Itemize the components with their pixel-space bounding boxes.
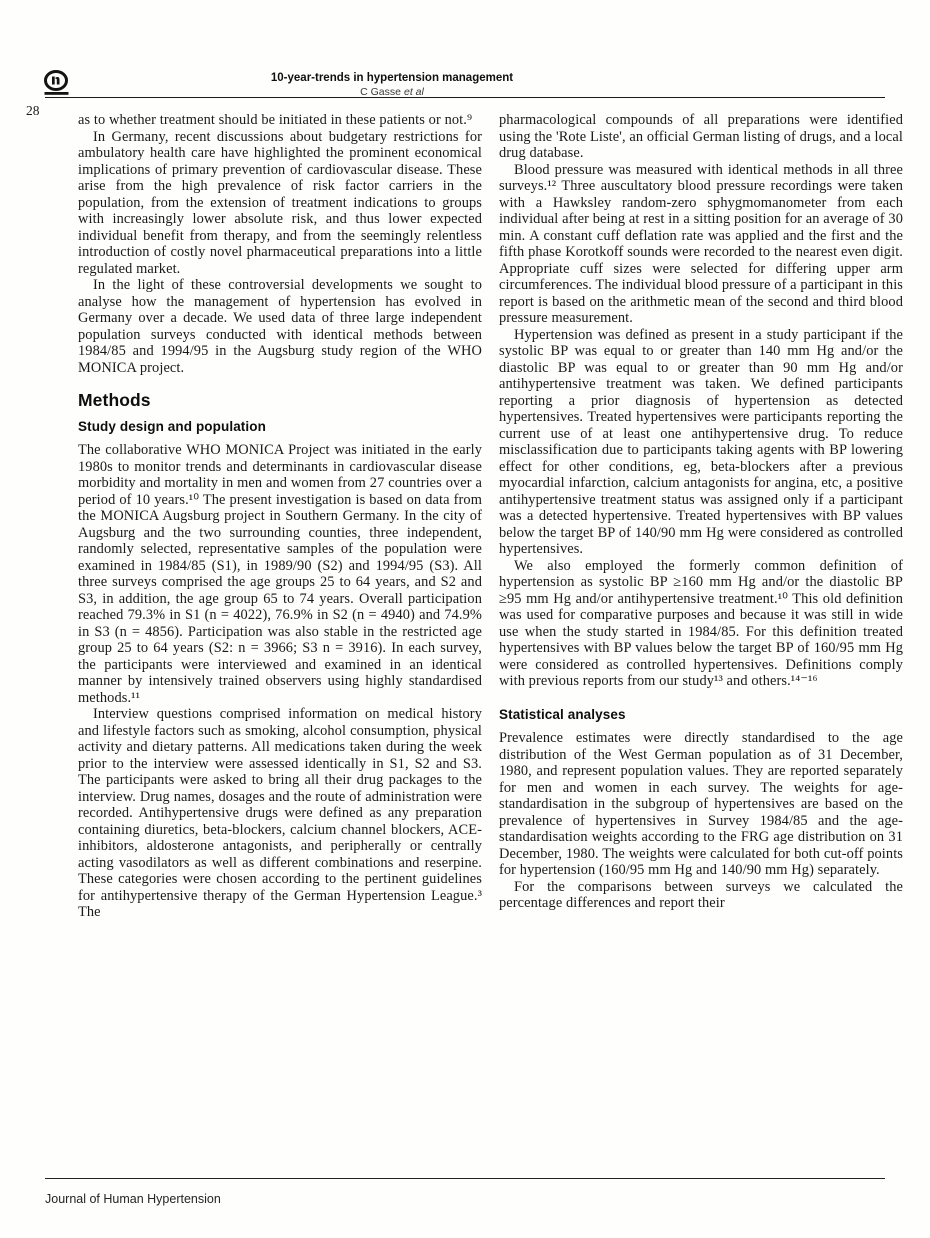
publisher-logo-icon: [43, 70, 70, 96]
journal-name: Journal of Human Hypertension: [45, 1192, 221, 1206]
paragraph: In the light of these controversial developments we sought to analyse how the management of hypertension has evolved in Germany over a decade. We used data of three large independent population surveys conducted with identical methods between 1984/85 and 1994/95 in the Augsburg study region of the WHO MONICA project.: [78, 277, 482, 376]
author-name: C Gasse: [360, 86, 401, 98]
paragraph-continuation: pharmacological compounds of all preparations were identified using the 'Rote Liste', an official German listing of drugs, and a local drug database.: [499, 112, 903, 161]
header-rule: [45, 97, 885, 98]
paragraph: We also employed the formerly common definition of hypertension as systolic BP ≥160 mm Hg and/or the diastolic BP ≥95 mm Hg and/or antihypertensive treatment.¹⁰ This old definition was used for comparative purposes and because it was still in wide use when the study started in 1984/85. For this definition treated hypertensives with BP values below the target BP of 160/95 mm Hg were considered as controlled hypertensives. Definitions comply with previous reports from our study¹³ and others.¹⁴⁻¹⁶: [499, 557, 903, 689]
right-column: [499, 112, 903, 912]
running-title: 10-year-trends in hypertension management: [270, 72, 514, 84]
paragraph: Interview questions comprised information on medical history and lifestyle factors such as smoking, alcohol consumption, physical activity and dietary patterns. All medications taken during the week prior to the interview were assessed identically in S1, S2 and S3. The participants were asked to bring all their drug packages to the interview. Drug names, dosages and the route of administration were recorded. Antihypertensive drugs were defined as any preparation containing diuretics, beta-blockers, calcium channel blockers, ACE-inhibitors, aldosterone antagonists, and peripherally or centrally acting vasodilators as well as different combinations and reserpine. These categories were chosen according to the pertinent guidelines for antihypertensive therapy of the German Hypertension League.³ The: [78, 706, 482, 920]
running-head: [172, 72, 612, 98]
page-number: 28: [26, 103, 40, 118]
section-heading-methods: Methods: [78, 390, 151, 410]
paragraph: Prevalence estimates were directly standardised to the age distribution of the West German population as of 31 December, 1980, and represent population values. They are reported separately for men and women in each survey. The weights for age-standardisation in the subgroup of hypertensives are based on the prevalence of hypertensives in Survey 1984/85 and the age-standardisation weights according to the FRG age distribution on 31 December, 1980. The weights were calculated for both cut-off points for hypertension (160/95 mm Hg and 140/90 mm Hg) separately.: [499, 730, 903, 878]
footer-rule: [45, 1178, 885, 1179]
paragraph: The collaborative WHO MONICA Project was initiated in the early 1980s to monitor trends and determinants in cardiovascular disease morbidity and mortality in men and women from 27 countries over a period of 10 years.¹⁰ The present investigation is based on data from the MONICA Augsburg project in Southern Germany. In the city of Augsburg and the two surrounding counties, three independent, randomly selected, representative samples of the population were examined in 1984/85 (S1), in 1989/90 (S2) and 1994/95 (S3). All three surveys comprised the age groups 25 to 64 years, and S2 and S3, in addition, the age group 65 to 74 years. Overall participation reached 79.3% in S1 (n = 4022), 76.9% in S2 (n = 4940) and 74.9% in S3 (n = 4856). Participation was also stable in the restricted age group 25 to 64 years (S2: n = 3966; S3 n = 3916). In each survey, the participants were interviewed and examined in an identical manner by intensively trained observers using highly standardised methods.¹¹: [78, 442, 482, 706]
paragraph-continuation: as to whether treatment should be initiated in these patients or not.⁹: [78, 112, 473, 128]
paragraph-continues-next-page: For the comparisons between surveys we calculated the percentage differences and report their: [499, 878, 903, 911]
paragraph: In Germany, recent discussions about budgetary restrictions for ambulatory health care have highlighted the prominent economical implications of primary prevention of cardiovascular disease. These arise from the high prevalence of risk factor carriers in the population, from the extension of treatment indications to groups with increasingly lower absolute risk, and thus lower expected individual benefit from therapy, and from the seemingly relentless introduction of costly novel pharmaceutical preparations into a little regulated market.: [78, 128, 482, 277]
authors-etal: et al: [404, 86, 424, 98]
subsection-heading-statistical-analyses: Statistical analyses: [499, 706, 626, 722]
subsection-heading-study-design: Study design and population: [78, 418, 266, 434]
paragraph: Blood pressure was measured with identical methods in all three surveys.¹² Three auscultatory blood pressure recordings were taken with a Hawksley random-zero sphygmomanometer from each individual after being at rest in a sitting position for an average of 30 min. A constant cuff deflation rate was applied and the first and the fifth phase Korotkoff sounds were recorded to the nearest even digit. Appropriate cuff sizes were selected for differing upper arm circumferences. The individual blood pressure of a participant in this report is based on the arithmetic mean of the second and third blood pressure measurement.: [499, 161, 903, 326]
left-column: [78, 112, 482, 921]
paragraph: Hypertension was defined as present in a study participant if the systolic BP was equal to or greater than 140 mm Hg and/or the diastolic BP was equal to or greater than 90 mm Hg and/or antihypertensive treatment was taken. We defined participants reporting a prior diagnosis of hypertension as detected hypertensives. Treated hypertensives were participants reporting the current use of at least one antihypertensive drug. To reduce misclassification due to participants taking agents with BP lowering effect for other conditions, eg, beta-blockers after a previous myocardial infarction, calcium antagonists for angina, etc, a positive antihypertensive treatment status was assigned only if a participant was a detected hypertensive. Treated hypertensives with BP values below the target BP of 140/90 mm Hg were considered as controlled hypertensives.: [499, 326, 903, 557]
